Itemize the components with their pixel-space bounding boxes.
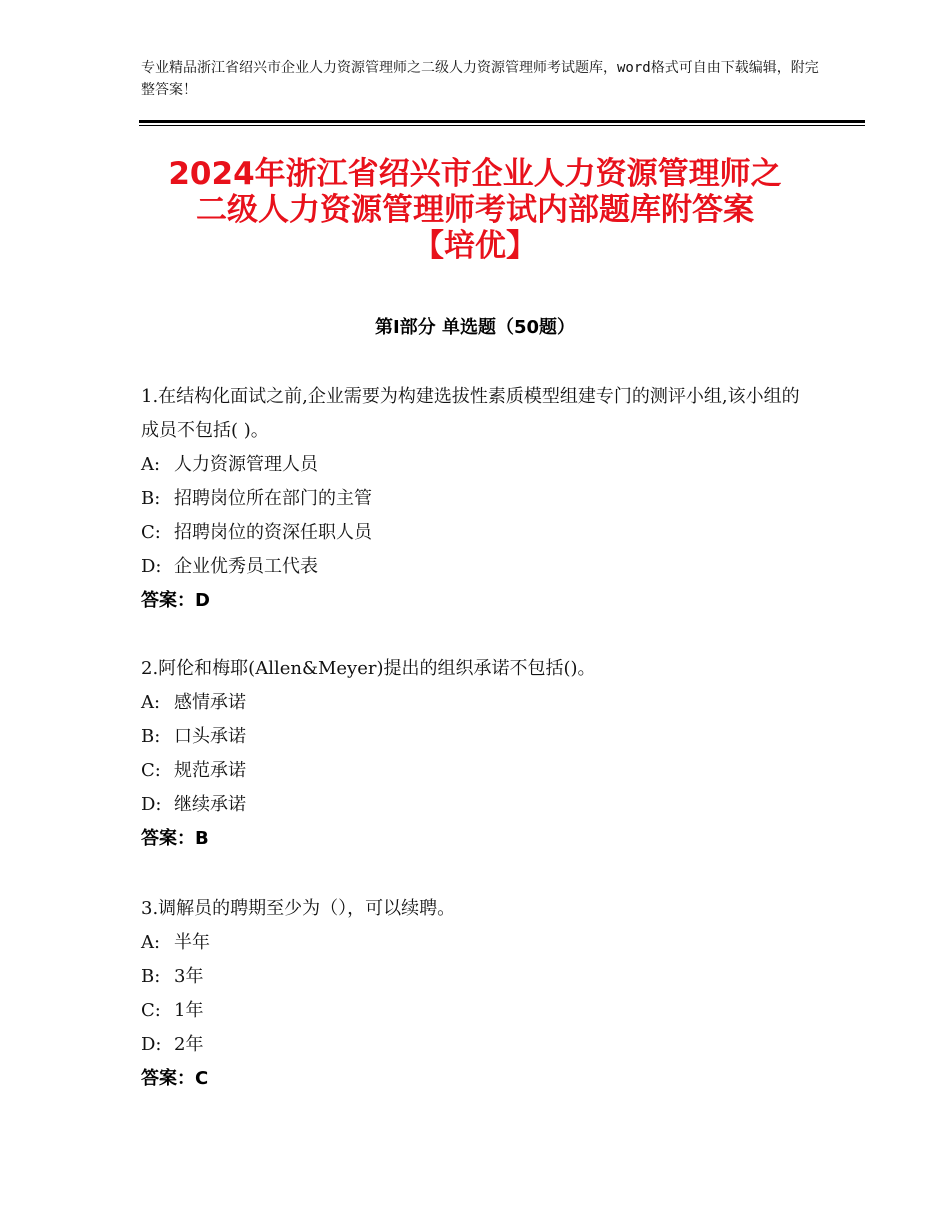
option-letter: B: [141,488,161,509]
option-a [141,926,811,960]
option-d [141,550,811,584]
title-line-3: 【培优】 [413,228,537,264]
option-letter: D: [141,794,162,815]
answer-label: 答案：C [141,1068,209,1089]
title-line-1: 2024年浙江省绍兴市企业人力资源管理师之 [168,156,782,192]
option-letter: A: [141,454,161,475]
option-letter: D: [141,556,162,577]
option-letter: C: [141,1000,161,1021]
option-text: 1年 [174,1000,204,1021]
option-text: 半年 [174,932,210,953]
option-c [141,994,811,1028]
option-text: 规范承诺 [174,760,246,781]
option-text: 感情承诺 [174,692,246,713]
option-text: 招聘岗位所在部门的主管 [174,488,372,509]
option-text: 口头承诺 [174,726,246,747]
option-letter: A: [141,932,161,953]
question-1 [141,380,811,618]
option-b [141,960,811,994]
question-2 [141,652,811,856]
question-stem: 2.阿伦和梅耶(Allen&Meyer)提出的组织承诺不包括()。 [141,658,596,679]
option-text: 人力资源管理人员 [174,454,318,475]
header-rule-thin [139,125,865,126]
option-d [141,1028,811,1062]
title-line-2: 二级人力资源管理师考试内部题库附答案 [196,192,754,228]
option-b [141,482,811,516]
option-letter: C: [141,522,161,543]
option-letter: A: [141,692,161,713]
header-note: 专业精品浙江省绍兴市企业人力资源管理师之二级人力资源管理师考试题库，word格式可自由下载编辑，附完整答案！ [141,60,819,98]
option-letter: C: [141,760,161,781]
question-stem: 3.调解员的聘期至少为（），可以续聘。 [141,898,456,919]
question-stem: 1.在结构化面试之前,企业需要为构建选拔性素质模型组建专门的测评小组,该小组的成员不包括( )。 [141,386,800,441]
option-text: 3年 [174,966,204,987]
document-title [100,156,850,264]
option-letter: D: [141,1034,162,1055]
option-text: 企业优秀员工代表 [174,556,318,577]
question-3 [141,892,811,1096]
option-a [141,448,811,482]
answer-label: 答案：B [141,828,209,849]
option-d [141,788,811,822]
option-letter: B: [141,966,161,987]
option-a [141,686,811,720]
option-c [141,516,811,550]
answer-label: 答案：D [141,590,210,611]
section-title: 第Ⅰ部分 单选题（50题） [374,317,575,338]
header-rule-thick [139,120,865,123]
option-text: 招聘岗位的资深任职人员 [174,522,372,543]
option-b [141,720,811,754]
option-letter: B: [141,726,161,747]
option-text: 2年 [174,1034,204,1055]
option-c [141,754,811,788]
option-text: 继续承诺 [174,794,246,815]
